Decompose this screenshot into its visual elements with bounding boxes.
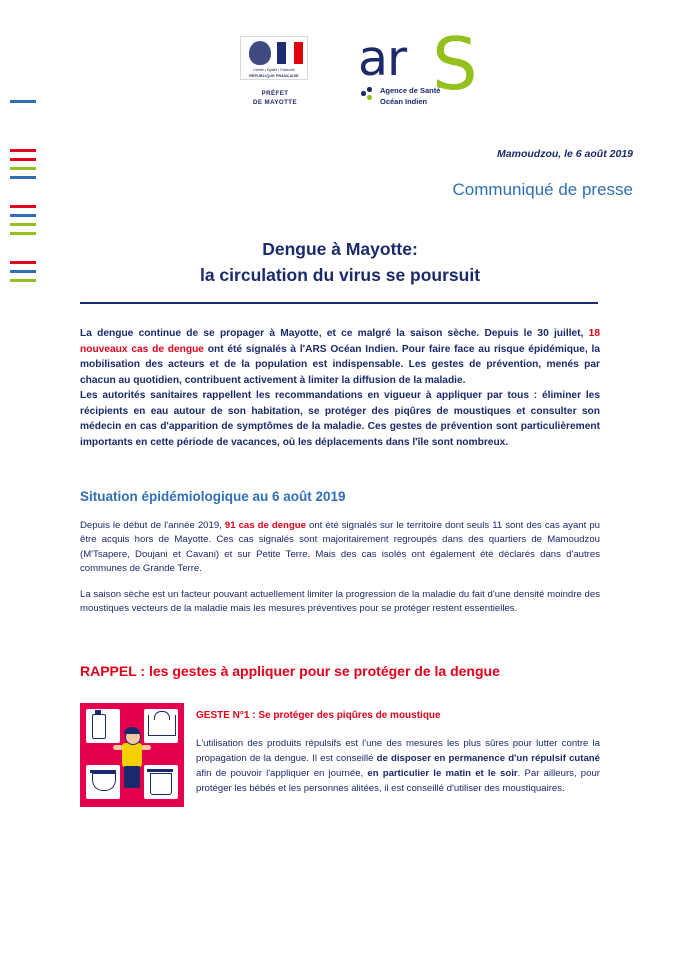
- color-bar: [10, 214, 36, 217]
- lead-text-1: La dengue continue de se propager à Mayotte, et ce malgré la saison sèche. Depuis le 30 juillet,: [80, 328, 589, 339]
- marianne-profile-icon: [249, 41, 271, 65]
- document-header: [0, 22, 679, 130]
- color-bar: [10, 270, 36, 273]
- french-flag-icon: [277, 42, 303, 64]
- ars-wordmark-s: S: [432, 22, 478, 106]
- color-bar: [10, 149, 36, 152]
- geste-bold-2: en particulier le matin et le soir: [367, 767, 518, 779]
- section-title-rappel: RAPPEL : les gestes à appliquer pour se protéger de la dengue: [80, 663, 500, 679]
- prevention-illustration: [80, 703, 184, 807]
- color-bar: [10, 158, 36, 161]
- person-body-icon: [122, 743, 142, 767]
- epidemiology-paragraph-1: [80, 519, 600, 577]
- geste-text-3: . Par ailleurs, pour protéger les bébés et les personnes alitées, il est conseillé d'utiliser des moustiquaires.: [196, 767, 601, 794]
- prefecture-caption: [240, 89, 310, 108]
- prefecture-logo: [240, 36, 310, 108]
- bin-icon: [150, 773, 172, 795]
- geste-title: GESTE N°1 : Se protéger des piqûres de moustique: [196, 710, 441, 721]
- color-bar-gap: [10, 185, 36, 199]
- color-bar: [10, 176, 36, 179]
- person-hair-icon: [124, 727, 140, 734]
- person-right-arm-icon: [141, 745, 151, 750]
- lead-highlight: 18 nouveaux cas de dengue: [80, 328, 600, 355]
- page-title-line1: Dengue à Mayotte:: [262, 239, 418, 259]
- ars-caption-line2: Océan Indien: [380, 96, 428, 106]
- ars-caption-line1: Agence de Santé: [380, 86, 441, 95]
- ars-dots-icon: [361, 87, 377, 103]
- ars-logo: [358, 22, 488, 118]
- color-bar: [10, 279, 36, 282]
- color-bar: [10, 232, 36, 235]
- dateline: Mamoudzou, le 6 août 2019: [497, 148, 633, 160]
- bed-icon: [148, 715, 176, 736]
- ars-caption: [380, 86, 440, 108]
- epi-text-2: ont été signalés sur le territoire dont seuls 11 sont des cas ayant pu être acquis hors de Mayotte. Ces cas signalés sont majoritairement regroupés dans des quartiers de Mamoudzou (M'Tsapere, Doujani et Cavani) et sur Petite Terre. Mais des cas isolés ont également été déclarés dans d'autres communes de Grande Terre.: [80, 520, 600, 575]
- geste-bold-1: de disposer en permanence d'un répulsif cutané: [376, 752, 600, 764]
- color-bar-gap: [10, 129, 36, 143]
- color-bar: [10, 261, 36, 264]
- page-title-line2: la circulation du virus se poursuit: [199, 265, 481, 286]
- marianne-devise: Liberté • Égalité • Fraternité: [253, 68, 295, 72]
- bin-lid-icon: [147, 769, 173, 772]
- lead-text-2: ont été signalés à l'ARS Océan Indien. Pour faire face au risque épidémique, la mobilisation des acteurs et de la population est indispensable. Les gestes de prévention, menés par chacun au quotidien, contribuent activement à limiter la diffusion de la maladie.: [80, 343, 601, 386]
- press-release-kicker: Communiqué de presse: [452, 180, 633, 199]
- prefecture-line2: DE MAYOTTE: [253, 99, 297, 107]
- epidemiology-paragraph-2: La saison sèche est un facteur pouvant actuellement limiter la progression de la maladie du fait d'une densité moindre des moustiques vecteurs de la maladie mais les mesures préventives pour se protéger restent essentielles.: [80, 589, 600, 615]
- color-bar: [10, 223, 36, 226]
- section-title-epidemiology: Situation épidémiologique au 6 août 2019: [80, 489, 346, 504]
- lead-paragraph-second: Les autorités sanitaires rappellent les recommandations en vigueur à appliquer par tous : éliminer les récipients en eau autour de son habitation, se protéger des piqûres de moustiques et consulter son médecin en cas d'apparition de symptômes de la maladie. Ces gestes de prévention sont particulièrement importants en cette période de vacances, où les déplacements dans l'île sont nombreux.: [80, 390, 600, 448]
- lead-paragraph: [80, 326, 600, 450]
- ars-wordmark: ar: [358, 30, 407, 87]
- color-bar: [10, 205, 36, 208]
- epi-text-1: Depuis le début de l'année 2019,: [80, 520, 225, 531]
- repellent-cap-icon: [95, 710, 101, 715]
- repellent-bottle-icon: [92, 714, 106, 739]
- epi-highlight-cases: 91 cas de dengue: [224, 520, 306, 531]
- person-legs-icon: [124, 766, 140, 788]
- lead-paragraph-first: [80, 326, 600, 388]
- color-bar-gap: [10, 241, 36, 255]
- geste-text-1: L'utilisation des produits répulsifs est l'une des mesures les plus sûres pour lutter contre la propagation de la dengue. Il est conseillé: [196, 738, 600, 764]
- title-divider: [80, 302, 598, 304]
- prefecture-line1: PRÉFET: [261, 90, 289, 97]
- geste-text-2: afin de pouvoir l'appliquer en journée,: [196, 767, 368, 779]
- marianne-emblem-icon: [240, 36, 308, 80]
- page-title: [80, 236, 600, 289]
- color-bar: [10, 167, 36, 170]
- geste-description: [196, 737, 600, 796]
- marianne-republique: RÉPUBLIQUE FRANÇAISE: [249, 74, 299, 78]
